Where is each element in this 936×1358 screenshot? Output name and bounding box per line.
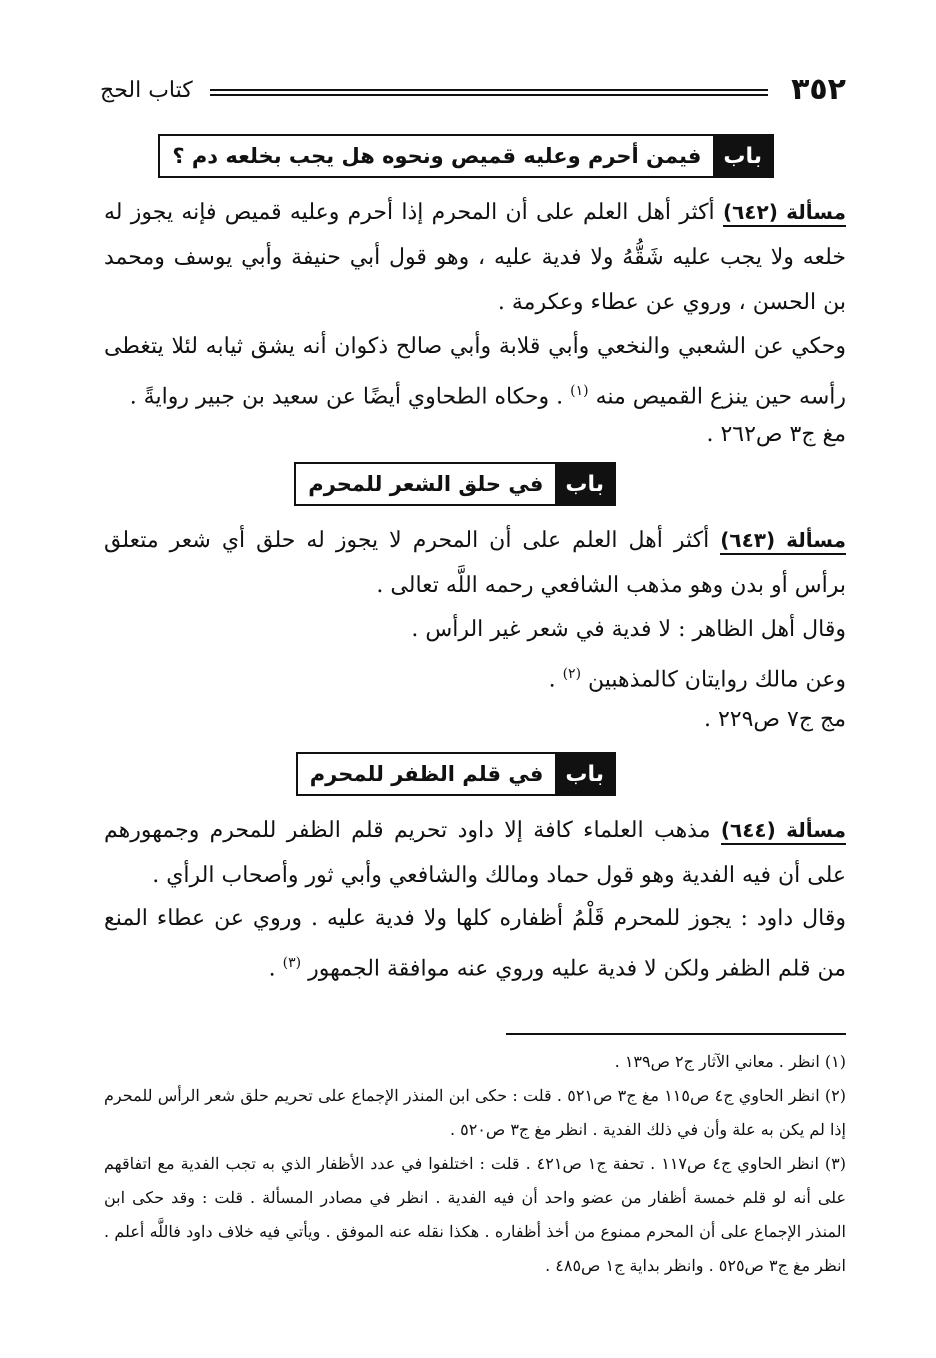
- paragraph-text: وقال أهل الظاهر : لا فدية في شعر غير الرأس .: [411, 617, 846, 642]
- masala-number: مسألة (٦٤٢): [723, 200, 846, 227]
- paragraph-tail: . وحكاه الطحاوي أيضًا عن سعيد بن جبير روايةً .: [129, 384, 571, 410]
- page-number: ٣٥٢: [791, 72, 846, 107]
- masala-text: مذهب العلماء كافة إلا داود تحريم قلم الظفر للمحرم وجمهورهم على أن فيه الفدية وهو قول حماد ومالك والشافعي وأبي ثور وأصحاب الرأي .: [104, 818, 846, 888]
- chapter-title: في قلم الظفر للمحرم: [309, 762, 544, 786]
- masala-text: أكثر أهل العلم على أن المحرم إذا أحرم وعليه قميص فإنه يجوز له خلعه ولا يجب عليه شَقُّهُ ولا فدية عليه ، وهو قول أبي حنيفة وأبي يوسف ومحمد بن الحسن ، وروي عن عطاء وعكرمة .: [104, 200, 846, 315]
- chapter-heading-2: [294, 462, 616, 506]
- running-header: [100, 72, 846, 112]
- footnotes: [104, 1045, 846, 1283]
- header-rule: [210, 89, 768, 96]
- paragraph: [104, 324, 846, 419]
- footnote-1: (١) انظر . معاني الآثار ج٢ ص١٣٩ .: [614, 1052, 846, 1071]
- paragraph-text: وعن مالك روايتان كالمذهبين: [588, 667, 846, 693]
- masala-644: [104, 808, 846, 898]
- footnote-2: (٢) انظر الحاوي ج٤ ص١١٥ مغ ج٣ ص٥٢١ . قلت : حكى ابن المنذر الإجماع على تحريم حلق شعر الرأس للمحرم إذا لم يكن به علة وأن في ذلك الفدية . انظر مغ ج٣ ص٥٢٠ .: [104, 1086, 847, 1139]
- paragraph-text: وحكي عن الشعبي والنخعي وأبي قلابة وأبي صالح ذكوان أنه يشق ثيابه لئلا يتغطى رأسه حين ينزع القميص منه: [104, 334, 846, 410]
- masala-number: مسألة (٦٤٤): [721, 818, 846, 845]
- paragraph: [104, 607, 846, 652]
- footnote-separator: [506, 1033, 846, 1035]
- chapter-label: باب: [713, 136, 772, 176]
- masala-643: [104, 518, 846, 608]
- paragraph: [104, 652, 846, 702]
- chapter-label: باب: [555, 464, 614, 504]
- running-title: كتاب الحج: [100, 78, 193, 103]
- paragraph-tail: .: [268, 956, 283, 982]
- chapter-heading-1: [158, 134, 774, 178]
- footnote-3: (٣) انظر الحاوي ج٤ ص١١٧ . تحفة ج١ ص٤٢١ . قلت : اختلفوا في عدد الأظفار الذي به تجب الفدية مع اتفاقهم على أنه لو قلم خمسة أظفار من عضو واحد أن فيه الفدية . انظر في مصادر المسألة . قلت : وقد حكى ابن المنذر الإجماع على أن المحرم ممنوع من أخذ أظفاره . هكذا نقله عنه الموفق . ويأتي فيه خلاف داود فاللَّه أعلم . انظر مغ ج٣ ص٥٢٥ . وانظر بداية ج١ ص٤٨٥ .: [104, 1154, 847, 1275]
- footnote-marker: (٣): [282, 955, 302, 971]
- reference-text: مغ ج٣ ص٢٦٢ .: [706, 422, 846, 447]
- footnote-marker: (٢): [562, 666, 582, 682]
- paragraph: [104, 896, 846, 991]
- chapter-label: باب: [555, 754, 614, 794]
- paragraph-text: وقال داود : يجوز للمحرم قَلْمُ أظفاره كلها ولا فدية عليه . وروي عن عطاء المنع من قلم الظفر ولكن لا فدية عليه وروي عنه موافقة الجمهور: [104, 906, 846, 982]
- chapter-title: في حلق الشعر للمحرم: [308, 472, 544, 496]
- chapter-heading-3: [296, 752, 616, 796]
- reference-text: مج ج٧ ص٢٢٩ .: [703, 707, 846, 732]
- masala-642: [104, 190, 846, 325]
- footnote-marker: (١): [570, 383, 589, 399]
- reference: [104, 412, 846, 457]
- masala-number: مسألة (٦٤٣): [720, 528, 846, 555]
- reference: [104, 697, 846, 742]
- chapter-title: فيمن أحرم وعليه قميص ونحوه هل يجب بخلعه دم ؟: [172, 144, 702, 168]
- paragraph-tail: .: [548, 667, 563, 693]
- masala-text: أكثر أهل العلم على أن المحرم لا يجوز له حلق أي شعر متعلق برأس أو بدن وهو مذهب الشافعي رحمه اللَّه تعالى .: [104, 528, 846, 598]
